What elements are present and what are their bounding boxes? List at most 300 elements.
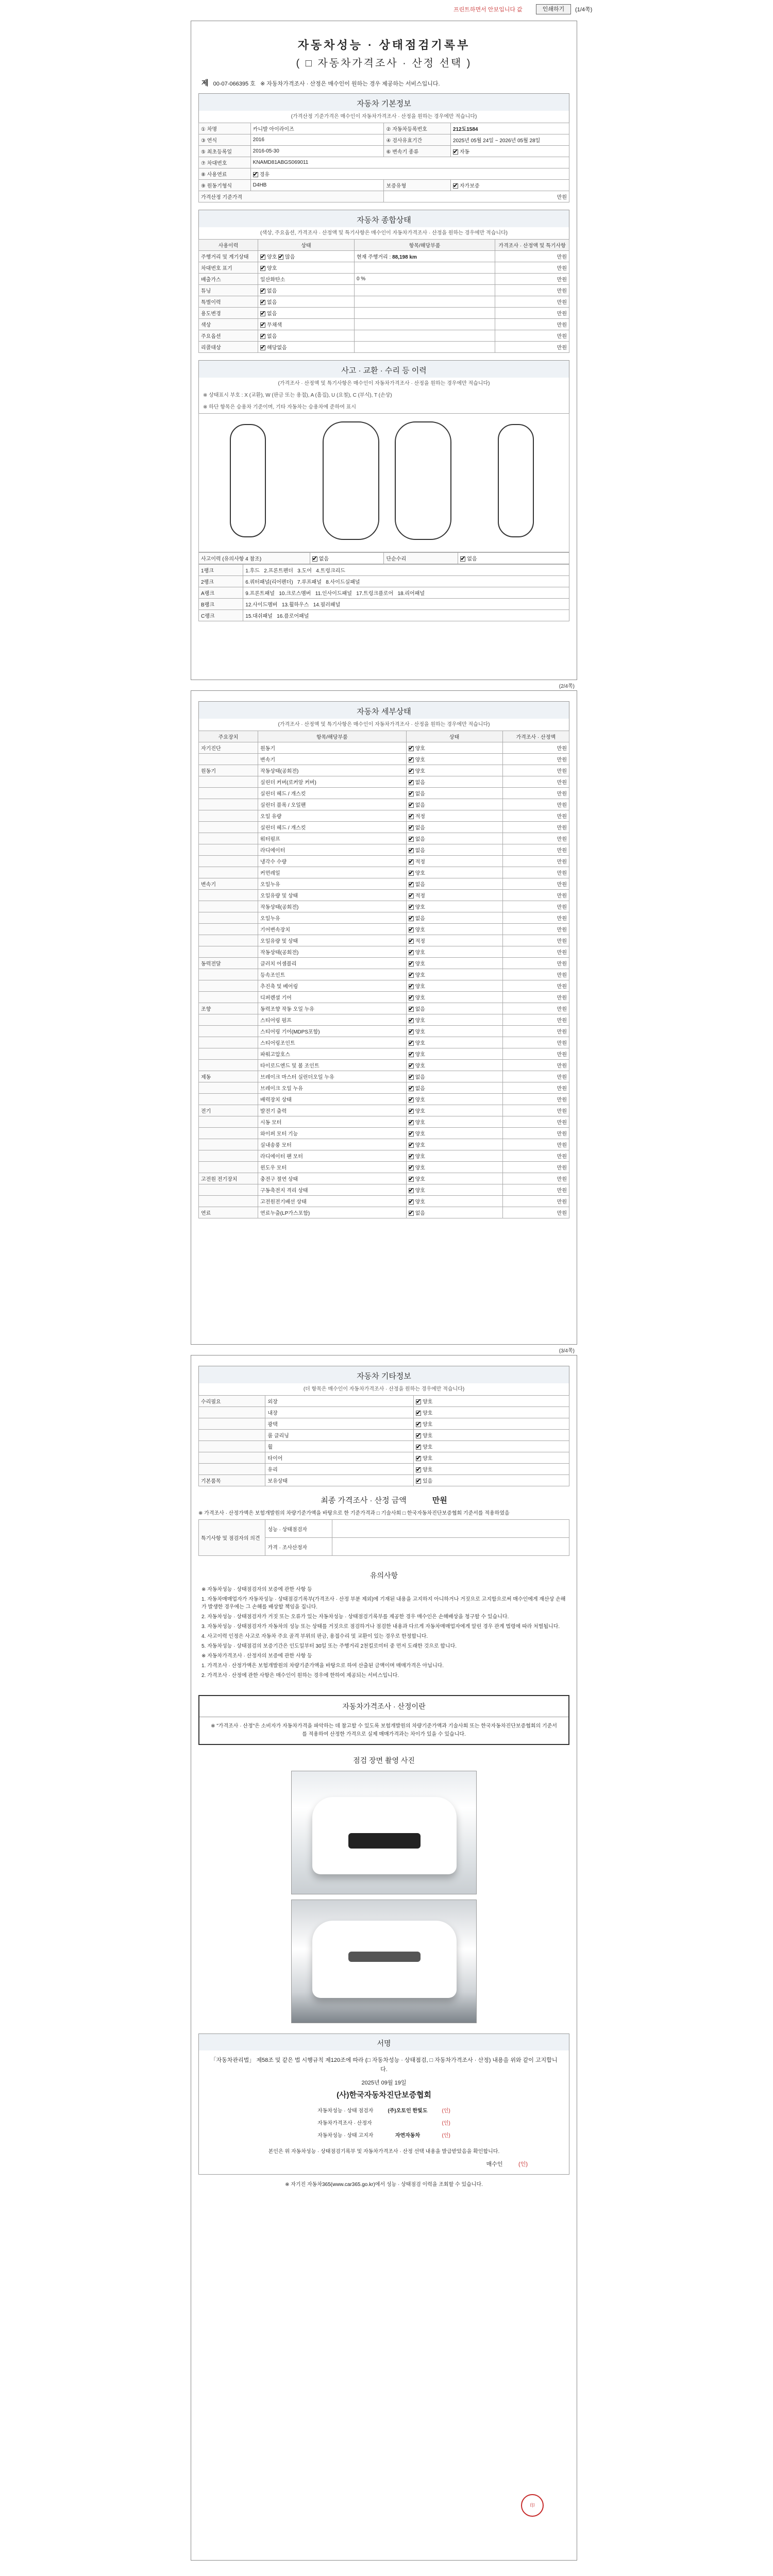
cell: 동력조향 작동 오일 누유 [258,1003,407,1014]
status-cell [406,1060,502,1071]
overall-table [198,239,569,353]
cell-value: 경유 [259,172,270,178]
cell: 와이퍼 모터 기능 [258,1128,407,1139]
check-icon [253,172,258,177]
cell: 냉각수 수량 [258,856,407,867]
cell: 타이어 [265,1452,414,1464]
check-icon [409,871,414,876]
mileage-value: 88,198 km [392,255,417,260]
table-row [199,1094,569,1105]
cell: 2016 [250,134,384,146]
cell [243,576,569,587]
cell: ③ 연식 [199,134,251,146]
check-icon [312,556,317,562]
notice-item: 2. 가격조사 · 산정에 관한 사항은 매수인이 원하는 경우에 한하여 제공되는 서비스입니다. [201,1673,399,1679]
cell [199,890,258,901]
cell: 휠 [265,1441,414,1452]
cell [354,285,495,296]
status-cell [406,958,502,969]
status-value: 없음 [415,780,425,786]
check-icon [416,1422,421,1427]
cell: 커먼레일 [258,867,407,878]
car-grill-shape [348,1833,421,1849]
cell: 1랭크 [199,565,243,576]
check-icon [409,893,414,899]
cell: 자동차성능 · 상태 고지자 [317,2133,374,2139]
table-row [199,1464,569,1475]
check-icon [409,916,414,921]
cell: 클러치 어셈블리 [258,958,407,969]
status-cell [406,890,502,901]
document-subtitle: ( □ 자동차가격조사 · 산정 선택 ) [296,58,472,69]
price-cell: 만원 [502,844,569,856]
table-header [199,240,569,251]
panel-item: 3.도어 [297,568,312,574]
check-icon [409,1109,414,1114]
price-cell: 만원 [502,810,569,822]
check-icon [409,1188,414,1193]
check-icon [409,1018,414,1023]
check-icon [409,950,414,955]
cell: 오일 유량 [258,810,407,822]
table-row [199,587,569,599]
table-row [199,1475,569,1486]
etc-table [198,1395,569,1486]
status-cell [406,1071,502,1082]
cell [450,146,569,157]
status-value: 양호 [415,1199,425,1205]
cell [258,251,355,262]
table-row [199,1014,569,1026]
status-cell [414,1396,569,1407]
price-cell: 만원 [502,1094,569,1105]
check-icon [260,266,265,271]
table-row [199,1418,569,1430]
cell: 차대번호 표기 [199,262,258,274]
cell: 만원 [495,319,569,330]
status-value: 양호 [415,1063,425,1069]
cell [199,1184,258,1196]
status-cell [406,1173,502,1184]
table-row [199,1139,569,1150]
cell: 동력전달 [199,958,258,969]
cell [380,2117,434,2130]
status-cell [406,935,502,946]
price-cell: 만원 [502,946,569,958]
table-row [199,1196,569,1207]
table-row [199,742,569,754]
status-cell [406,867,502,878]
cell [199,1452,265,1464]
cell [199,992,258,1003]
check-icon [409,1143,414,1148]
table-row [199,1071,569,1082]
table-row [310,2130,458,2142]
panel-item: 11.인사이드패널 [315,591,352,597]
status-cell [406,1082,502,1094]
cell: 원동기 [199,765,258,776]
status-value: 적정 [415,814,425,820]
cell: ⑥ 변속기 종류 [384,146,450,157]
cell: 실린더 헤드 / 개스킷 [258,788,407,799]
overall-title: 자동차 종합상태 [198,210,569,227]
sign-text: 「자동차관리법」 제58조 및 같은 법 시행규칙 제120조에 따라 (□ 자동차성능 · 상태점검, □ 자동차가격조사 · 산정) 내용을 위와 같이 고지합니다. [210,2057,558,2073]
price-note: ※ 가격조사 · 산정가액은 보험개발원의 차량기준가액을 바탕으로 한 기준가격과 □ 기술사회 □ 한국자동차진단보증협회 기준서를 적용하였음 [198,1511,510,1516]
status-value: 없음 [415,1086,425,1092]
status-cell [406,1105,502,1116]
status-value: 양호 [415,1165,425,1171]
price-cell: 만원 [502,1150,569,1162]
panel-item: 4.트렁크리드 [316,568,345,574]
check-icon [453,183,458,189]
notice-item: 3. 자동차성능 · 상태점검자가 자동차의 성능 또는 상태를 거짓으로 점검하거나 점검한 내용과 다르게 자동차매매업자에게 알린 경우 관계 법령에 따라 처벌됩니다. [201,1624,560,1630]
cell: 변속기 [199,878,258,890]
check-icon [260,323,265,328]
check-icon [409,1063,414,1069]
table-row [199,765,569,776]
cell [258,262,355,274]
cell-value: 양호 [267,266,277,272]
photo-title: 점검 장면 촬영 사진 [353,1756,415,1765]
cell [199,867,258,878]
panel-item: 17.트렁크플로어 [356,591,394,597]
cell [458,553,569,564]
price-cell: 만원 [502,822,569,833]
header-cell: 사용이력 [199,240,258,251]
status-value: 없음 [415,848,425,854]
cell: ① 차명 [199,123,251,134]
check-icon [409,973,414,978]
price-cell: 만원 [502,776,569,788]
table-row [199,958,569,969]
check-icon [409,882,414,887]
check-icon [260,345,265,350]
price-cell: 만원 [502,867,569,878]
cell [199,980,258,992]
cell [199,969,258,980]
check-icon [409,1177,414,1182]
notice-list [201,1586,566,1680]
status-value: 양호 [415,1052,425,1058]
sign-area [198,2050,569,2175]
table-row [199,296,569,308]
cell [354,330,495,342]
cell: 자동차성능 · 상태 점검자 [317,2108,374,2114]
status-cell [406,844,502,856]
cell: 연료 [199,1207,258,1218]
cell [199,1026,258,1037]
check-icon [409,1086,414,1091]
cell: (인) [442,2108,450,2114]
basic-info-title: 자동차 기본정보 [198,93,569,111]
cell: 만원 [384,191,569,202]
notice-item: 5. 자동차성능 · 상태점검의 보증기간은 인도일부터 30일 또는 주행거리 2천킬로미터 중 먼저 도래한 것으로 합니다. [201,1643,457,1649]
status-cell [406,1196,502,1207]
basic-info-note: (가격산정 기준가격은 매수인이 자동차가격조사 · 산정을 원하는 경우에만 적습니다) [198,111,569,123]
cell [354,319,495,330]
cell: 용도변경 [199,308,258,319]
status-cell [406,1128,502,1139]
status-cell [414,1475,569,1486]
table-header [199,731,569,742]
price-cell: 만원 [502,969,569,980]
table-row [199,1407,569,1418]
table-row [199,822,569,833]
cell: 색상 [199,319,258,330]
cell: 주요옵션 [199,330,258,342]
cell [199,1162,258,1173]
cell [199,856,258,867]
cell: 타이로드엔드 및 볼 조인트 [258,1060,407,1071]
status-cell [406,992,502,1003]
cell [199,1464,265,1475]
cell [199,1407,265,1418]
inquiry-title: 자동차가격조사 · 산정이란 [199,1696,568,1717]
cell [199,754,258,765]
table-row [199,565,569,576]
cell: 만원 [495,274,569,285]
cell: 만원 [495,342,569,353]
check-icon [409,1029,414,1035]
car-top-rear-icon [395,421,451,540]
price-cell: 만원 [502,1128,569,1139]
status-cell [406,1048,502,1060]
table-row [199,285,569,296]
status-cell [406,765,502,776]
price-cell: 만원 [502,1207,569,1218]
status-cell [406,980,502,992]
detail-title: 자동차 세부상태 [198,701,569,719]
cell [243,565,569,576]
cell [258,308,355,319]
cell [243,587,569,599]
cell [199,1430,265,1441]
table-row [199,610,569,621]
status-value: 양호 [415,1120,425,1126]
status-value: 없음 [415,791,425,797]
receive-text: 본인은 위 자동차성능 · 상태점검기록부 및 자동차가격조사 · 산정 선택 내용을 발급받았음을 확인합니다. [268,2149,500,2155]
print-button[interactable]: 인쇄하기 [536,4,571,14]
check-icon [409,905,414,910]
cell [199,822,258,833]
company-seal-icon: 印 [521,2494,544,2517]
price-cell: 만원 [502,924,569,935]
price-cell: 만원 [502,1162,569,1173]
cell [199,1060,258,1071]
status-cell [414,1441,569,1452]
cell: 0 % [354,274,495,285]
status-value: 양호 [423,1433,433,1439]
table-row [199,833,569,844]
table-row [199,1128,569,1139]
status-value: 양호 [415,757,425,763]
price-cell: 만원 [502,1196,569,1207]
table-row [199,1082,569,1094]
table-row [199,1048,569,1060]
doc-number-suffix: 호 [250,81,256,87]
cell-value: 자가보증 [459,183,480,189]
cell-value: 없음 [467,556,477,562]
cell: 충전구 절연 상태 [258,1173,407,1184]
status-cell [406,1184,502,1196]
table-row [199,553,569,564]
status-cell [414,1452,569,1464]
cell: 리콜대상 [199,342,258,353]
check-icon [409,814,414,819]
panel-item: 6.쿼터패널(리어펜더) [245,580,293,585]
cell: 고전원전기배선 상태 [258,1196,407,1207]
cell [354,308,495,319]
table-row [199,1003,569,1014]
status-value: 없음 [415,1211,425,1216]
cell [199,1441,265,1452]
cell: 룸 클리닝 [265,1430,414,1441]
table-row [199,576,569,587]
table-row [199,799,569,810]
panel-item: 8.사이드실패널 [326,580,360,585]
etc-title: 자동차 기타정보 [198,1366,569,1383]
price-cell: 만원 [502,765,569,776]
sign-title: 서명 [198,2033,569,2050]
cell: 스티어링 기어(MDPS포함) [258,1026,407,1037]
page-number: (3/4쪽) [559,1348,575,1354]
status-value: 없음 [415,882,425,888]
status-value: 적정 [415,859,425,865]
status-value: 있음 [423,1479,433,1484]
notice-item: 1. 자동차매매업자가 자동차성능 · 상태점검기록부(가격조사 · 산정 부분 제외)에 기재된 내용을 고지하지 아니하거나 거짓으로 고지함으로써 매수인에게 재산상 손해가 발생한 경우에는 그 손해를 배상할 책임을 집니다. [201,1597,566,1610]
cell-value: 해당없음 [267,345,287,351]
price-cell: 만원 [502,1184,569,1196]
check-icon [409,1041,414,1046]
check-icon [409,995,414,1001]
status-value: 양호 [415,905,425,910]
cell: 주행거리 및 계기상태 [199,251,258,262]
notice-title: 유의사항 [198,1566,569,1583]
table-row [199,776,569,788]
check-icon [416,1456,421,1461]
cell-value: 없음 [267,334,277,340]
table-row [199,1207,569,1218]
cell-value: 없음 [267,311,277,317]
status-cell [406,969,502,980]
cell [354,262,495,274]
table-row [199,1441,569,1452]
cell: 특별이력 [199,296,258,308]
table-row [199,924,569,935]
status-value: 양호 [415,871,425,876]
table-row [199,844,569,856]
status-value: 양호 [415,984,425,990]
table-row [199,342,569,353]
cell: 워터펌프 [258,833,407,844]
car-left-side-icon [230,424,266,537]
cell [243,610,569,621]
cell: 브레이크 오일 누유 [258,1082,407,1094]
cell: 카니발 아이라이즈 [250,123,384,134]
price-cell: 만원 [502,1014,569,1026]
final-price-unit: 만원 [432,1496,447,1505]
cell: (주)오토인 한빛도 [388,2108,428,2114]
cell: ④ 검사유효기간 [384,134,450,146]
detail-table [198,731,569,1218]
table-row [310,2117,458,2130]
check-icon [260,255,265,260]
table-row [199,123,569,134]
table-row [199,912,569,924]
table-row [310,2105,458,2117]
cell: 현재 주행거리 : 88,198 km [354,251,495,262]
status-value: 양호 [415,995,425,1001]
status-cell [406,1014,502,1026]
status-value: 양호 [423,1467,433,1473]
status-value: 양호 [415,1143,425,1148]
cell: 기본품목 [199,1475,265,1486]
check-icon [409,984,414,989]
cell: 실린더 블록 / 오일팬 [258,799,407,810]
cell: 스티어링 펌프 [258,1014,407,1026]
cell [354,342,495,353]
table-row [199,1037,569,1048]
check-icon [409,1097,414,1103]
cell-value: 자동 [459,149,470,155]
cell [310,553,384,564]
status-cell [406,856,502,867]
price-cell: 만원 [502,878,569,890]
table-row [199,980,569,992]
cell: 고전원 전기장치 [199,1173,258,1184]
price-cell: 만원 [502,901,569,912]
cell: 실린더 커버(로커암 커버) [258,776,407,788]
status-cell [406,1116,502,1128]
table-row [199,890,569,901]
cell [258,296,355,308]
price-cell: 만원 [502,1003,569,1014]
notice-item: 4. 사고이력 인정은 사고로 자동차 주요 골격 부위의 판금, 용접수리 및 교환이 있는 경우로 한정합니다. [201,1634,428,1639]
price-cell: 만원 [502,1105,569,1116]
cell: ② 자동차등록번호 [384,123,450,134]
price-cell: 만원 [502,890,569,901]
status-cell [406,1162,502,1173]
cell-value: 없음 [318,556,329,562]
panel-item: 15.대쉬패널 [245,614,273,619]
cell: 광택 [265,1418,414,1430]
check-icon [409,848,414,853]
cell: A랭크 [199,587,243,599]
cell: 작동상태(공회전) [258,765,407,776]
status-value: 양호 [415,1041,425,1046]
cell: ⑧ 사용연료 [199,168,251,180]
price-cell: 만원 [502,799,569,810]
check-icon [409,1154,414,1159]
status-cell [406,1094,502,1105]
status-cell [406,754,502,765]
check-icon [453,149,458,155]
check-icon [416,1411,421,1416]
cell: 라디에이터 [258,844,407,856]
table-row [199,1173,569,1184]
cell-value: 없음 [267,289,277,294]
status-value: 양호 [415,1029,425,1035]
table-row [199,146,569,157]
check-icon [409,939,414,944]
status-cell [406,742,502,754]
cell [199,935,258,946]
cell: D4HB [250,180,384,191]
header-cell: 가격조사 · 산정액 및 특기사항 [495,240,569,251]
check-icon [260,334,265,339]
cell: 수리필요 [199,1396,265,1407]
check-icon [409,927,414,933]
